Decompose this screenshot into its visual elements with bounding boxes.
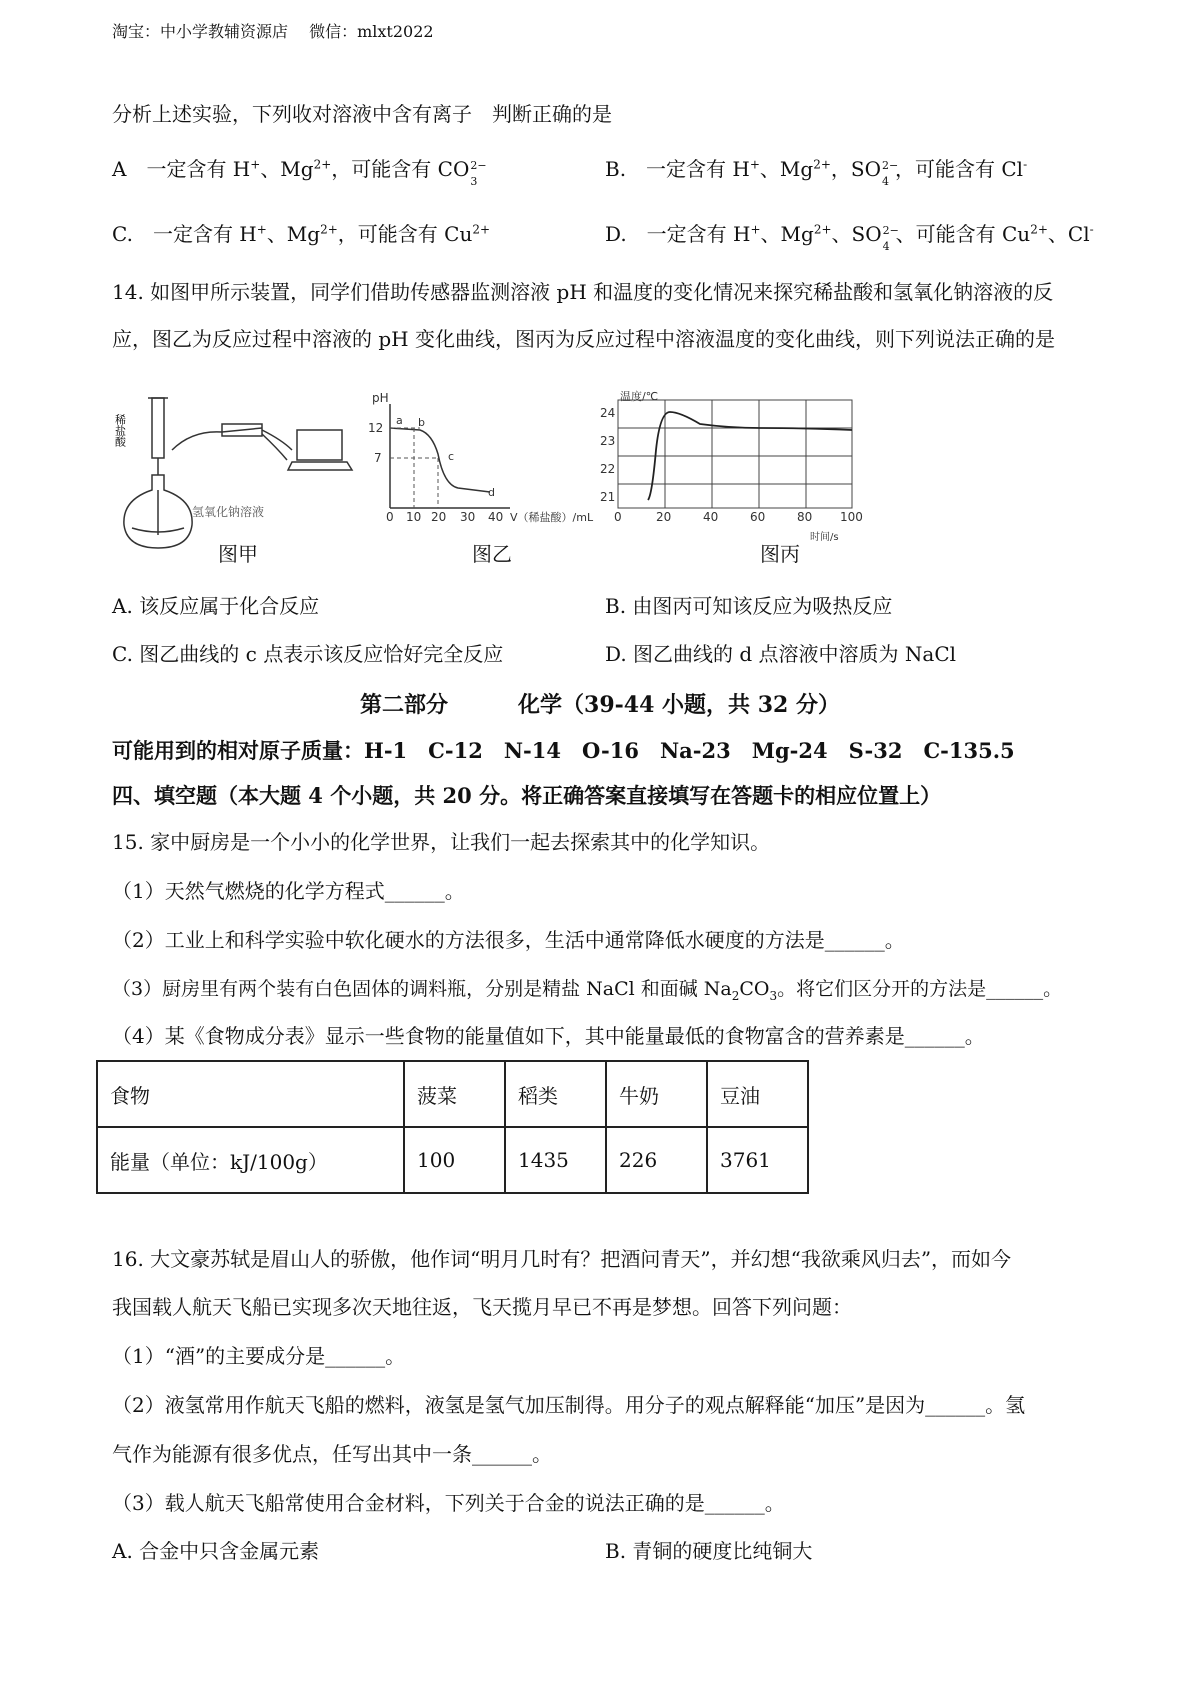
- q13-stem: 分析上述实验，下列收对溶液中含有离子 判断正确的是: [112, 102, 612, 126]
- time-tick-40: 40: [703, 510, 719, 524]
- point-b: b: [418, 416, 425, 429]
- caption-jia: 图甲: [218, 542, 258, 566]
- temp-tick-22: 22: [600, 462, 616, 476]
- time-tick-100: 100: [840, 510, 863, 524]
- q14-stem-line1: 14. 如图甲所示装置，同学们借助传感器监测溶液 pH 和温度的变化情况来探究稀盐酸和氢氧化钠溶液的反: [112, 280, 1054, 304]
- table-cell: 菠菜: [404, 1061, 505, 1127]
- q16-stem-line1: 16. 大文豪苏轼是眉山人的骄傲，他作词“明月几时有？把酒问青天”，并幻想“我欲乘风归去”，而如今: [112, 1247, 1012, 1271]
- q13-option-c: C. 一定含有 H+、$Mg^{2+}$，可能含有 $Cu^{2+}$: [112, 222, 491, 246]
- section4-heading: 四、填空题（本大题 4 个小题，共 20 分。将正确答案直接填写在答题卡的相应位置上）: [112, 783, 942, 808]
- time-tick-0: 0: [614, 510, 622, 524]
- table-cell: 牛奶: [606, 1061, 707, 1127]
- shop-name: 淘宝：中小学教辅资源店: [112, 22, 289, 41]
- atomic-masses: 可能用到的相对原子质量：H-1 C-12 N-14 O-16 Na-23 Mg-24 S-32 C-135.5: [112, 738, 1015, 763]
- temp-chart-frame: [618, 400, 852, 508]
- food-energy-table: [96, 1060, 809, 1194]
- temperature-curve-figure: [600, 380, 900, 560]
- time-tick-80: 80: [797, 510, 813, 524]
- q14-stem-line2: 应，图乙为反应过程中溶液的 pH 变化曲线，图丙为反应过程中溶液温度的变化曲线，则下列说法正确的是: [112, 327, 1055, 351]
- temp-tick-23: 23: [600, 434, 616, 448]
- table-cell: 100: [404, 1127, 505, 1193]
- q16-option-a: A. 合金中只含金属元素: [112, 1539, 320, 1563]
- q16-sub3: （3）载人航天飞船常使用合金材料，下列关于合金的说法正确的是______。: [112, 1491, 785, 1515]
- q16-sub1: （1）“酒”的主要成分是______。: [112, 1344, 406, 1368]
- q14-option-c: C. 图乙曲线的 c 点表示该反应恰好完全反应: [112, 642, 504, 666]
- temp-tick-24: 24: [600, 406, 616, 420]
- x-tick-10: 10: [406, 510, 422, 524]
- x-tick-20: 20: [431, 510, 447, 524]
- table-cell: 226: [606, 1127, 707, 1193]
- ph-curve-figure: [350, 380, 620, 560]
- volume-axis-label: V（稀盐酸）/mL: [510, 511, 594, 524]
- x-tick-30: 30: [460, 510, 476, 524]
- laptop-base: [288, 462, 352, 470]
- caption-bing: 图丙: [760, 542, 800, 566]
- table-cell: 食物: [97, 1061, 404, 1127]
- q14-option-b: B. 由图丙可知该反应为吸热反应: [605, 594, 893, 618]
- x-tick-40: 40: [488, 510, 504, 524]
- table-cell: 稻类: [505, 1061, 606, 1127]
- page-header: [112, 18, 434, 46]
- q14-option-a: A. 该反应属于化合反应: [112, 594, 320, 618]
- time-axis-label: 时间/s: [810, 532, 839, 543]
- table-cell: 能量（单位：kJ/100g）: [97, 1127, 404, 1193]
- q16-option-b: B. 青铜的硬度比纯铜大: [605, 1539, 813, 1563]
- table-cell: 1435: [505, 1127, 606, 1193]
- point-a: a: [396, 414, 403, 427]
- q15-sub3: （3）厨房里有两个装有白色固体的调料瓶，分别是精盐 NaCl 和面碱 $Na_2CO_3$。将它们区分开的方法是______。: [112, 978, 1063, 1003]
- q16-sub2-line1: （2）液氢常用作航天飞船的燃料，液氢是氢气加压制得。用分子的观点解释能“加压”是因为______。氢: [112, 1393, 1026, 1417]
- point-c: c: [448, 450, 455, 463]
- q13-option-b: B. 一定含有 H+、$Mg^{2+}$，SO 2− 4 ，可能含有 Cl-: [605, 157, 1028, 188]
- ph-tick-7: 7: [374, 451, 382, 465]
- temp-tick-21: 21: [600, 490, 616, 504]
- q16-stem-line2: 我国载人航天飞船已实现多次天地往返，飞天揽月早已不再是梦想。回答下列问题：: [112, 1295, 852, 1319]
- q16-sub2-line2: 气作为能源有很多优点，任写出其中一条______。: [112, 1442, 552, 1466]
- q13-option-d: D. 一定含有 H+、$Mg^{2+}$、SO 2− 4 、可能含有 $Cu^{2+}$、Cl-: [605, 222, 1094, 253]
- caption-yi: 图乙: [472, 542, 512, 566]
- ph-axis-label: pH: [372, 391, 389, 405]
- q14-option-d: D. 图乙曲线的 d 点溶液中溶质为 NaCl: [605, 642, 957, 666]
- part2-title: 第二部分 化学（39-44 小题，共 32 分）: [360, 692, 840, 718]
- apparatus-figure: [112, 380, 362, 560]
- q15-sub4: （4）某《食物成分表》显示一些食物的能量值如下，其中能量最低的食物富含的营养素是______。: [112, 1024, 985, 1048]
- burette: [152, 398, 164, 458]
- base-label: 氢氧化钠溶液: [192, 505, 265, 519]
- x-tick-0: 0: [386, 510, 394, 524]
- acid-label: 稀盐酸: [113, 414, 127, 447]
- sensor-wire: [172, 428, 262, 450]
- ph-tick-12: 12: [368, 421, 384, 435]
- time-tick-60: 60: [750, 510, 766, 524]
- laptop-screen: [297, 430, 342, 460]
- table-cell: 豆油: [707, 1061, 808, 1127]
- q15-stem: 15. 家中厨房是一个小小的化学世界，让我们一起去探索其中的化学知识。: [112, 830, 771, 854]
- table-cell: 3761: [707, 1127, 808, 1193]
- q15-sub2: （2）工业上和科学实验中软化硬水的方法很多，生活中通常降低水硬度的方法是______。: [112, 928, 905, 952]
- table-row: [97, 1127, 808, 1193]
- ph-curve: [390, 428, 490, 492]
- wechat-id: 微信：mlxt2022: [309, 22, 434, 41]
- point-d: d: [488, 486, 495, 499]
- q13-option-a: A 一定含有 H+、$Mg^{2+}$，可能含有 CO 2− 3: [112, 157, 487, 188]
- temp-axis-label: 温度/℃: [620, 390, 659, 403]
- q15-sub1: （1）天然气燃烧的化学方程式______。: [112, 879, 465, 903]
- table-row: [97, 1061, 808, 1127]
- time-tick-20: 20: [656, 510, 672, 524]
